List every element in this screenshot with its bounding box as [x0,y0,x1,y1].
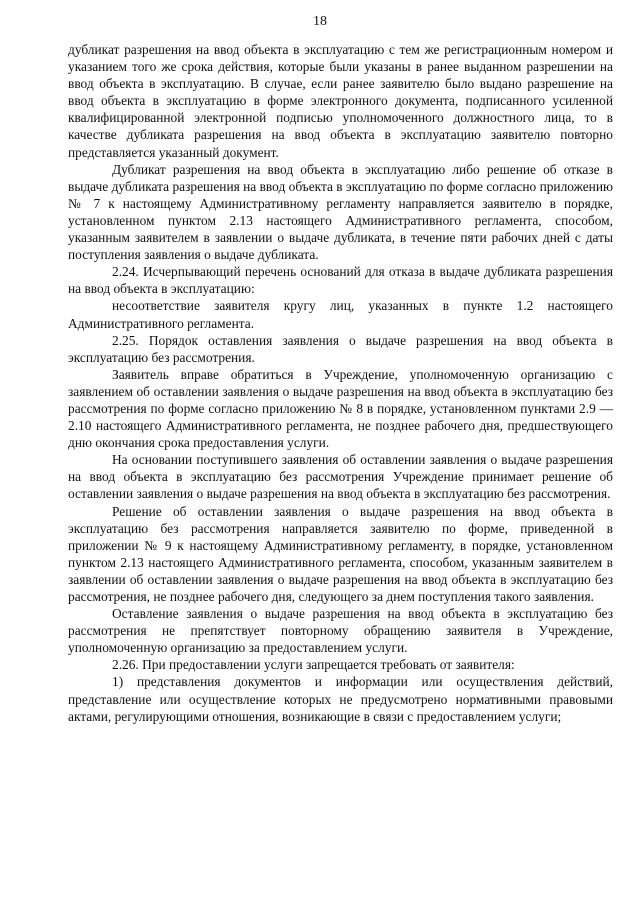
page-number: 18 [313,14,327,29]
paragraph-section-2-24: 2.24. Исчерпывающий перечень оснований для отказа в выдаче дубликата разрешения на ввод объекта в эксплуатацию: [68,264,613,297]
paragraph-section-2-26: 2.26. При предоставлении услуги запрещается требовать от заявителя: [112,657,515,673]
paragraph-duplicate-delivery: Дубликат разрешения на ввод объекта в эксплуатацию либо решение об отказе в выдаче дубликата разрешения на ввод объекта в эксплуатацию по форме согласно приложению № 7 к настоящему Административному регламенту направляется заявителю в порядке, установленном пунктом 2.13 настоящего Административного регламента, способом, указанным заявителем в заявлении о выдаче дубликата, в течение пяти рабочих дней с даты поступления заявления о выдаче дубликата. [68,161,613,263]
paragraph-decision-delivery: Решение об оставлении заявления о выдаче разрешения на ввод объекта в эксплуатацию без рассмотрения направляется заявителю по форме, приведенной в приложении № 9 к настоящему Административному регламенту, в порядке, установленном пунктом 2.13 настоящего Административного регламента, способом, указанным заявителем в заявлении об оставлении заявления о выдаче разрешения на ввод объекта в эксплуатацию без рассмотрения, не позднее рабочего дня, следующего за днем поступления такого заявления. [68,503,613,604]
paragraph-section-2-25: 2.25. Порядок оставления заявления о выдаче разрешения на ввод объекта в эксплуатацию без рассмотрения. [68,332,613,365]
paragraph-repeat-application: Оставление заявления о выдаче разрешения на ввод объекта в эксплуатацию без рассмотрения не препятствует повторному обращению заявителя в Учреждение, уполномоченную организацию за предоставлением услуги. [68,606,613,656]
document-body [68,41,613,725]
paragraph-applicant-right: Заявитель вправе обратиться в Учреждение, уполномоченную организацию с заявлением об оставлении заявления о выдаче разрешения на ввод объекта в эксплуатацию без рассмотрения по форме согласно приложению № 8 в порядке, установленном пунктами 2.9 — 2.10 настоящего Административного регламента, не позднее рабочего дня, предшествующего дню окончания срока предоставления услуги. [68,366,613,451]
paragraph-institution-decision: На основании поступившего заявления об оставлении заявления о выдаче разрешения на ввод объекта в эксплуатацию без рассмотрения Учреждение принимает решение об оставлении заявления о выдаче разрешения на ввод объекта в эксплуатацию без рассмотрения. [68,452,613,502]
paragraph-refusal-ground: несоответствие заявителя кругу лиц, указанных в пункте 1.2 настоящего Административного регламента. [68,298,613,331]
paragraph-duplicate-continuation: дубликат разрешения на ввод объекта в эксплуатацию с тем же регистрационным номером и указанием того же срока действия, которые были указаны в ранее выданном разрешении на ввод объекта в эксплуатацию. В случае, если ранее заявителю было выдано разрешение на ввод объекта в эксплуатацию в форме электронного документа, подписанного усиленной квалифицированной электронной подписью уполномоченного должностного лица, то в качестве дубликата разрешения на ввод объекта в эксплуатацию заявителю повторно представляется указанный документ. [68,42,613,160]
paragraph-prohibition-item-1: 1) представления документов и информации или осуществления действий, представление или осуществление которых не предусмотрено нормативными правовыми актами, регулирующими отношения, возникающие в связи с предоставлением услуги; [68,674,613,724]
